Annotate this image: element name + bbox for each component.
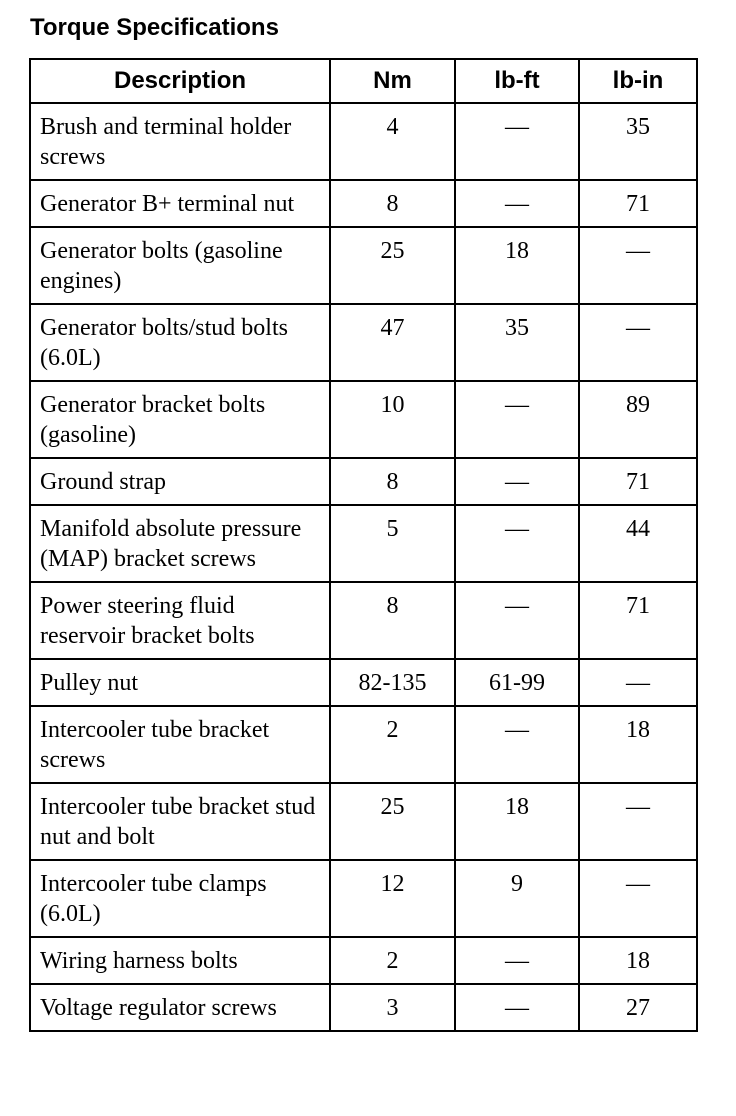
- lb-ft-cell: —: [455, 582, 579, 659]
- lb-in-cell: —: [579, 860, 697, 937]
- table-body: [30, 103, 697, 1031]
- table-row: [30, 659, 697, 706]
- lb-in-cell: —: [579, 227, 697, 304]
- lb-in-cell: —: [579, 659, 697, 706]
- description-cell: Wiring harness bolts: [30, 937, 330, 984]
- nm-cell: 3: [330, 984, 455, 1031]
- lb-ft-cell: —: [455, 381, 579, 458]
- lb-ft-cell: —: [455, 458, 579, 505]
- nm-cell: 8: [330, 180, 455, 227]
- nm-cell: 2: [330, 706, 455, 783]
- table-row: [30, 582, 697, 659]
- lb-ft-cell: —: [455, 180, 579, 227]
- lb-in-cell: 27: [579, 984, 697, 1031]
- lb-ft-cell: 35: [455, 304, 579, 381]
- description-cell: Generator bolts (gasoline engines): [30, 227, 330, 304]
- description-cell: Generator bolts/stud bolts (6.0L): [30, 304, 330, 381]
- table-row: [30, 783, 697, 860]
- torque-spec-table: [29, 58, 698, 1032]
- table-row: [30, 505, 697, 582]
- lb-ft-cell: —: [455, 505, 579, 582]
- description-cell: Generator bracket bolts (gasoline): [30, 381, 330, 458]
- description-cell: Ground strap: [30, 458, 330, 505]
- nm-cell: 10: [330, 381, 455, 458]
- nm-cell: 4: [330, 103, 455, 180]
- lb-ft-cell: —: [455, 706, 579, 783]
- lb-in-cell: —: [579, 304, 697, 381]
- lb-in-cell: 35: [579, 103, 697, 180]
- description-cell: Generator B+ terminal nut: [30, 180, 330, 227]
- lb-ft-cell: 9: [455, 860, 579, 937]
- lb-ft-cell: —: [455, 937, 579, 984]
- lb-in-cell: —: [579, 783, 697, 860]
- nm-cell: 5: [330, 505, 455, 582]
- description-cell: Intercooler tube bracket screws: [30, 706, 330, 783]
- lb-ft-cell: 61-99: [455, 659, 579, 706]
- description-cell: Brush and terminal holder screws: [30, 103, 330, 180]
- nm-cell: 8: [330, 458, 455, 505]
- table-row: [30, 937, 697, 984]
- table-row: [30, 860, 697, 937]
- lb-ft-cell: —: [455, 984, 579, 1031]
- table-row: [30, 103, 697, 180]
- table-row: [30, 180, 697, 227]
- table-row: [30, 458, 697, 505]
- lb-in-cell: 71: [579, 458, 697, 505]
- nm-cell: 25: [330, 783, 455, 860]
- description-cell: Pulley nut: [30, 659, 330, 706]
- description-cell: Intercooler tube bracket stud nut and bolt: [30, 783, 330, 860]
- nm-cell: 82-135: [330, 659, 455, 706]
- lb-ft-cell: —: [455, 103, 579, 180]
- column-header-lb-in: lb-in: [579, 59, 697, 103]
- nm-cell: 25: [330, 227, 455, 304]
- nm-cell: 12: [330, 860, 455, 937]
- lb-in-cell: 71: [579, 582, 697, 659]
- page-title: Torque Specifications: [30, 14, 279, 41]
- column-header-nm: Nm: [330, 59, 455, 103]
- description-cell: Manifold absolute pressure (MAP) bracket screws: [30, 505, 330, 582]
- table-row: [30, 984, 697, 1031]
- nm-cell: 8: [330, 582, 455, 659]
- column-header-lb-ft: lb-ft: [455, 59, 579, 103]
- table-row: [30, 304, 697, 381]
- lb-in-cell: 18: [579, 706, 697, 783]
- lb-in-cell: 18: [579, 937, 697, 984]
- lb-in-cell: 44: [579, 505, 697, 582]
- description-cell: Power steering fluid reservoir bracket bolts: [30, 582, 330, 659]
- lb-in-cell: 89: [579, 381, 697, 458]
- lb-in-cell: 71: [579, 180, 697, 227]
- lb-ft-cell: 18: [455, 227, 579, 304]
- table-row: [30, 381, 697, 458]
- column-header-description: Description: [30, 59, 330, 103]
- description-cell: Intercooler tube clamps (6.0L): [30, 860, 330, 937]
- table-row: [30, 706, 697, 783]
- description-cell: Voltage regulator screws: [30, 984, 330, 1031]
- table-row: [30, 227, 697, 304]
- nm-cell: 47: [330, 304, 455, 381]
- table-header-row: [30, 59, 697, 103]
- lb-ft-cell: 18: [455, 783, 579, 860]
- nm-cell: 2: [330, 937, 455, 984]
